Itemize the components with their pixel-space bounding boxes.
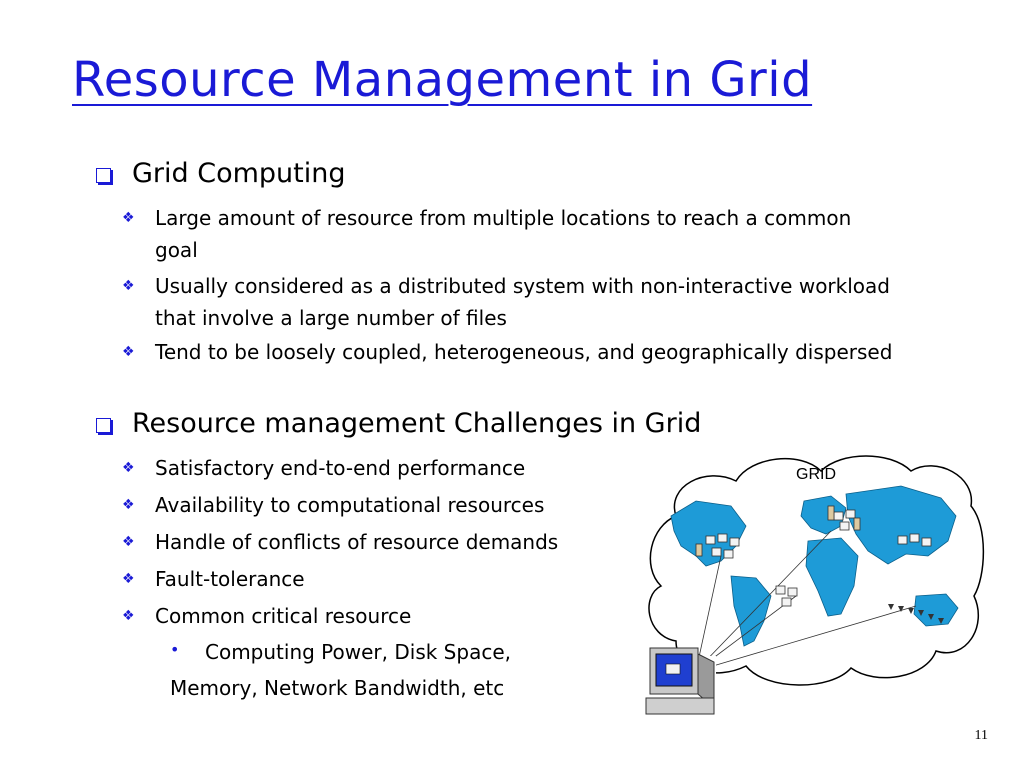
diamond-bullet-icon: ❖ [122, 210, 135, 226]
world-grid-illustration-icon [636, 446, 988, 722]
diamond-bullet-icon: ❖ [122, 278, 135, 294]
diamond-bullet-icon: ❖ [122, 608, 135, 624]
workstation-icon [636, 648, 716, 722]
dot-bullet-icon: • [170, 640, 180, 659]
diamond-bullet-icon: ❖ [122, 497, 135, 513]
bullet-text: Satisfactory end-to-end performance [155, 456, 526, 480]
grid-world-map-figure [636, 446, 988, 722]
bullet-text: Handle of conflicts of resource demands [155, 530, 559, 554]
diamond-bullet-icon: ❖ [122, 571, 135, 587]
hollow-square-bullet-icon [96, 168, 111, 183]
sub-bullet-continuation: Memory, Network Bandwidth, etc [170, 676, 505, 700]
figure-label: GRID [796, 466, 836, 483]
section-heading-text: Grid Computing [132, 158, 346, 189]
slide-number: 11 [974, 728, 988, 743]
diamond-bullet-icon: ❖ [122, 344, 135, 360]
slide-title: Resource Management in Grid [72, 52, 813, 108]
sub-bullet-text: Computing Power, Disk Space, [205, 640, 511, 664]
bullet-text: Tend to be loosely coupled, heterogeneous, and geographically dispersed [155, 340, 893, 364]
bullet-text: Availability to computational resources [155, 493, 545, 517]
section-heading-text: Resource management Challenges in Grid [132, 408, 702, 439]
bullet-text: Fault-tolerance [155, 567, 305, 591]
bullet-text: Common critical resource [155, 604, 412, 628]
bullet-text: Large amount of resource from multiple locations to reach a common goal [155, 206, 852, 262]
hollow-square-bullet-icon [96, 418, 111, 433]
bullet-text: Usually considered as a distributed system with non-interactive workload that involve a large number of files [155, 274, 890, 330]
diamond-bullet-icon: ❖ [122, 460, 135, 476]
diamond-bullet-icon: ❖ [122, 534, 135, 550]
